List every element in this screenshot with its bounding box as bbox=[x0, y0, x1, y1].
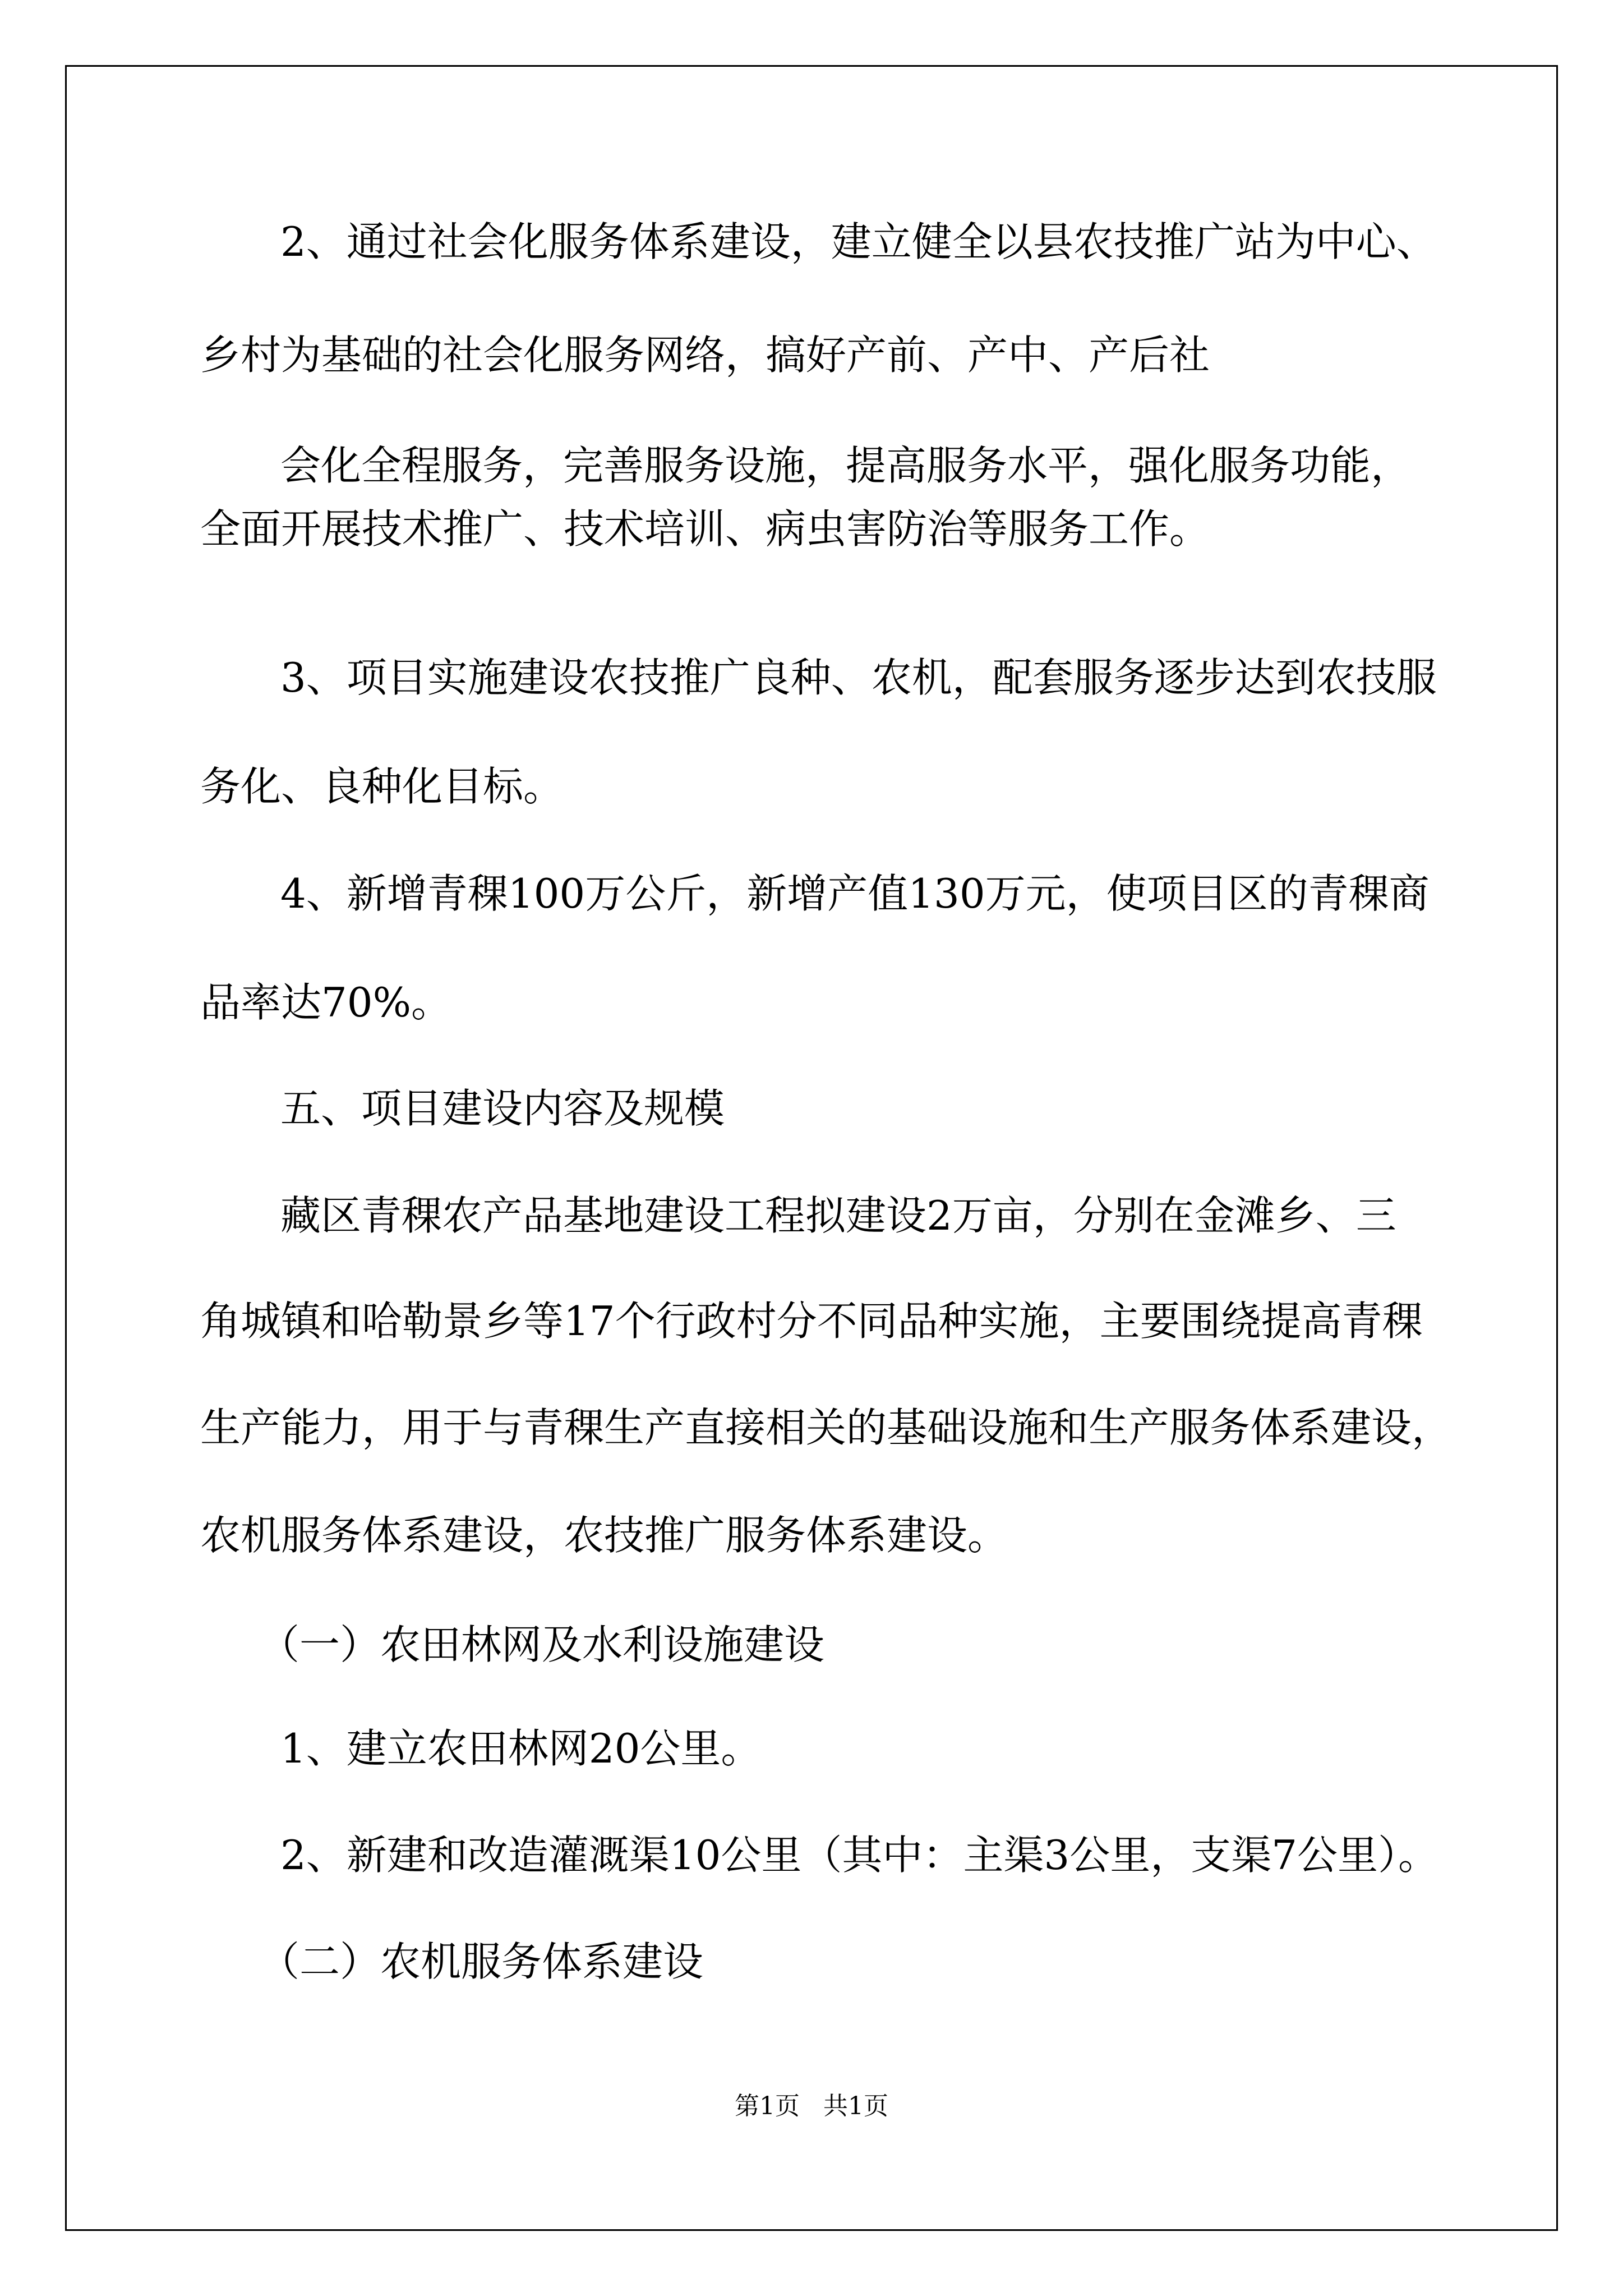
section-heading: 五、项目建设内容及规模 bbox=[280, 1085, 725, 1132]
body-line: 农机服务体系建设，农技推广服务体系建设。 bbox=[200, 1512, 1008, 1559]
body-line: 1、建立农田林网20公里。 bbox=[280, 1725, 762, 1772]
body-line: 3、项目实施建设农技推广良种、农机，配套服务逐步达到农技服 bbox=[280, 654, 1437, 701]
body-line: 全面开展技术推广、技术培训、病虫害防治等服务工作。 bbox=[200, 505, 1210, 553]
page-border bbox=[65, 65, 1558, 2231]
body-line: 角城镇和哈勒景乡等17个行政村分不同品种实施，主要围绕提高青稞 bbox=[200, 1297, 1423, 1345]
subsection-heading: （二）农机服务体系建设 bbox=[259, 1938, 704, 1985]
body-line: 2、通过社会化服务体系建设，建立健全以县农技推广站为中心、 bbox=[280, 218, 1437, 265]
body-line: 务化、良种化目标。 bbox=[200, 763, 564, 810]
subsection-heading: （一）农田林网及水利设施建设 bbox=[259, 1621, 825, 1668]
body-line: 会化全程服务，完善服务设施，提高服务水平，强化服务功能， bbox=[280, 442, 1412, 489]
body-line: 品率达70%。 bbox=[200, 979, 452, 1026]
body-line: 2、新建和改造灌溉渠10公里（其中：主渠3公里，支渠7公里）。 bbox=[280, 1832, 1439, 1879]
body-line: 乡村为基础的社会化服务网络，搞好产前、产中、产后社 bbox=[200, 332, 1210, 379]
body-line: 藏区青稞农产品基地建设工程拟建设2万亩，分别在金滩乡、三 bbox=[280, 1192, 1396, 1239]
body-line: 生产能力，用于与青稞生产直接相关的基础设施和生产服务体系建设， bbox=[200, 1404, 1453, 1451]
page-footer: 第1页 共1页 bbox=[735, 2092, 888, 2120]
body-line: 4、新增青稞100万公斤，新增产值130万元，使项目区的青稞商 bbox=[280, 870, 1430, 917]
